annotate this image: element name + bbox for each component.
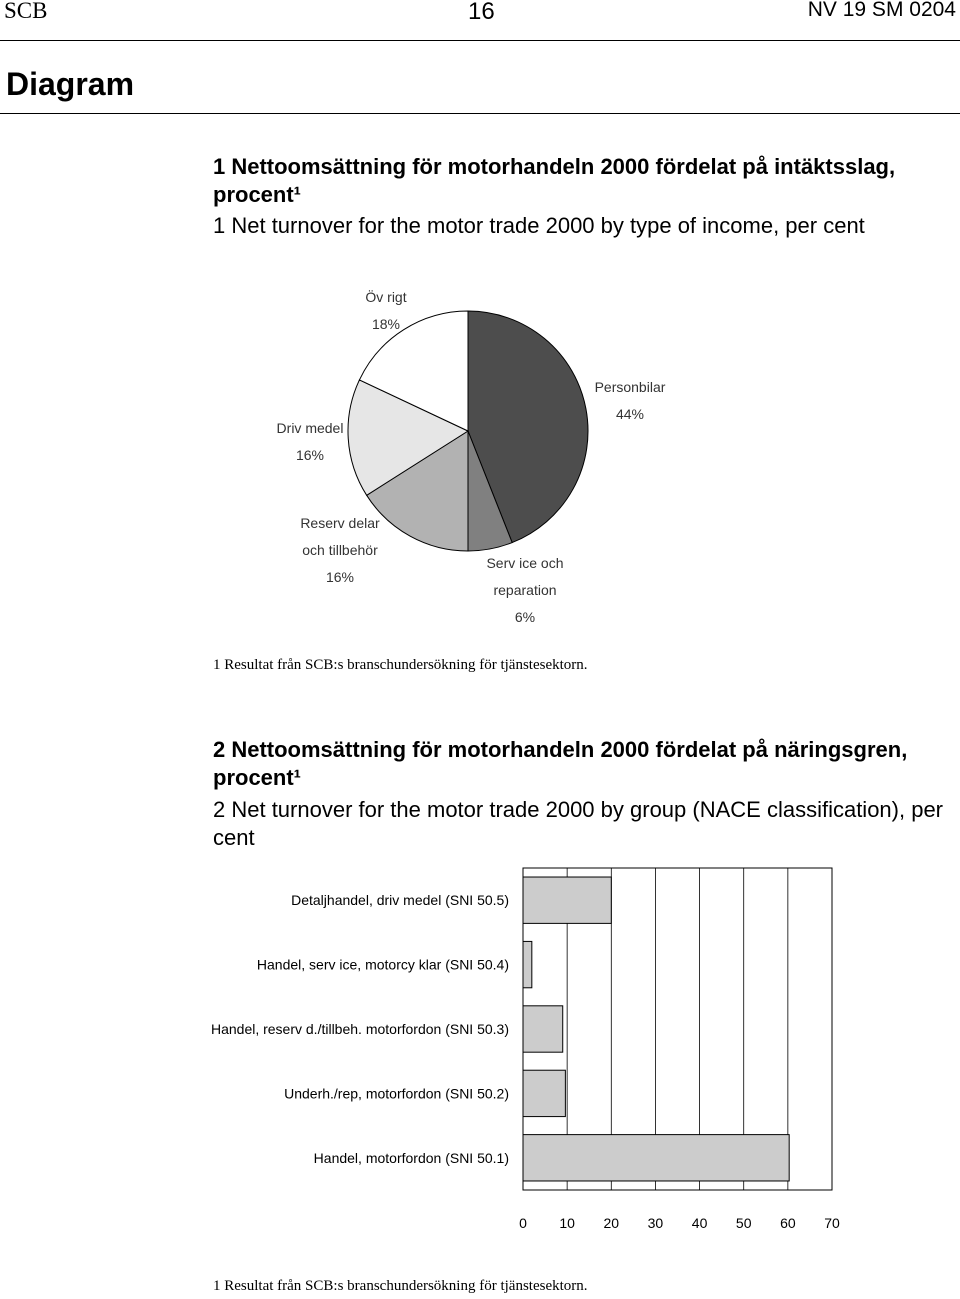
bar-chart <box>211 868 840 1231</box>
x-tick-label: 60 <box>780 1215 796 1231</box>
x-tick-label: 50 <box>735 1215 752 1231</box>
bar <box>523 1006 563 1052</box>
x-tick-label: 20 <box>603 1215 620 1231</box>
bar <box>523 1135 789 1181</box>
chart1-title-sv: 1 Nettoomsättning för motorhandeln 2000 fördelat på intäktsslag, procent¹ <box>213 154 896 207</box>
category-label: Underh./rep, motorfordon (SNI 50.2) <box>284 1085 509 1102</box>
page-title: Diagram <box>6 66 135 102</box>
category-label: Handel, motorfordon (SNI 50.1) <box>313 1149 509 1166</box>
pie-slice-label: Serv ice och reparation 6% <box>486 555 564 625</box>
chart2-footnote: 1 Resultat från SCB:s branschundersökning för tjänstesektorn. <box>213 1278 588 1294</box>
category-label: Detaljhandel, driv medel (SNI 50.5) <box>291 892 509 909</box>
header-series: NV 19 SM 0204 <box>807 0 956 21</box>
chart1-footnote: 1 Resultat från SCB:s branschundersökning för tjänstesektorn. <box>213 657 588 673</box>
bar <box>523 941 532 987</box>
chart1-title-en: 1 Net turnover for the motor trade 2000 by type of income, per cent <box>213 213 865 238</box>
x-tick-label: 10 <box>559 1215 575 1231</box>
x-tick-label: 30 <box>647 1215 664 1231</box>
x-tick-label: 0 <box>519 1215 527 1231</box>
pie-chart <box>277 288 666 625</box>
chart2-title-en: 2 Net turnover for the motor trade 2000 by group (NACE classification), per cent <box>213 797 944 850</box>
x-tick-label: 70 <box>824 1215 840 1231</box>
category-label: Handel, serv ice, motorcy klar (SNI 50.4) <box>256 956 509 973</box>
page-number: 16 <box>468 0 495 25</box>
chart2-title-sv: 2 Nettoomsättning för motorhandeln 2000 fördelat på näringsgren, procent¹ <box>213 737 908 790</box>
pie-slice-label: Reserv delar och tillbehör 16% <box>300 515 380 585</box>
bar <box>523 1070 565 1116</box>
header-publisher: SCB <box>4 0 48 23</box>
pie-slice-label: Driv medel 16% <box>276 420 344 463</box>
x-tick-label: 40 <box>691 1215 708 1231</box>
category-label: Handel, reserv d./tillbeh. motorfordon (SNI 50.3) <box>210 1021 509 1037</box>
pie-slice-label: Öv rigt 18% <box>365 289 407 332</box>
bar <box>523 877 611 923</box>
pie-slice-label: Personbilar 44% <box>594 379 666 422</box>
